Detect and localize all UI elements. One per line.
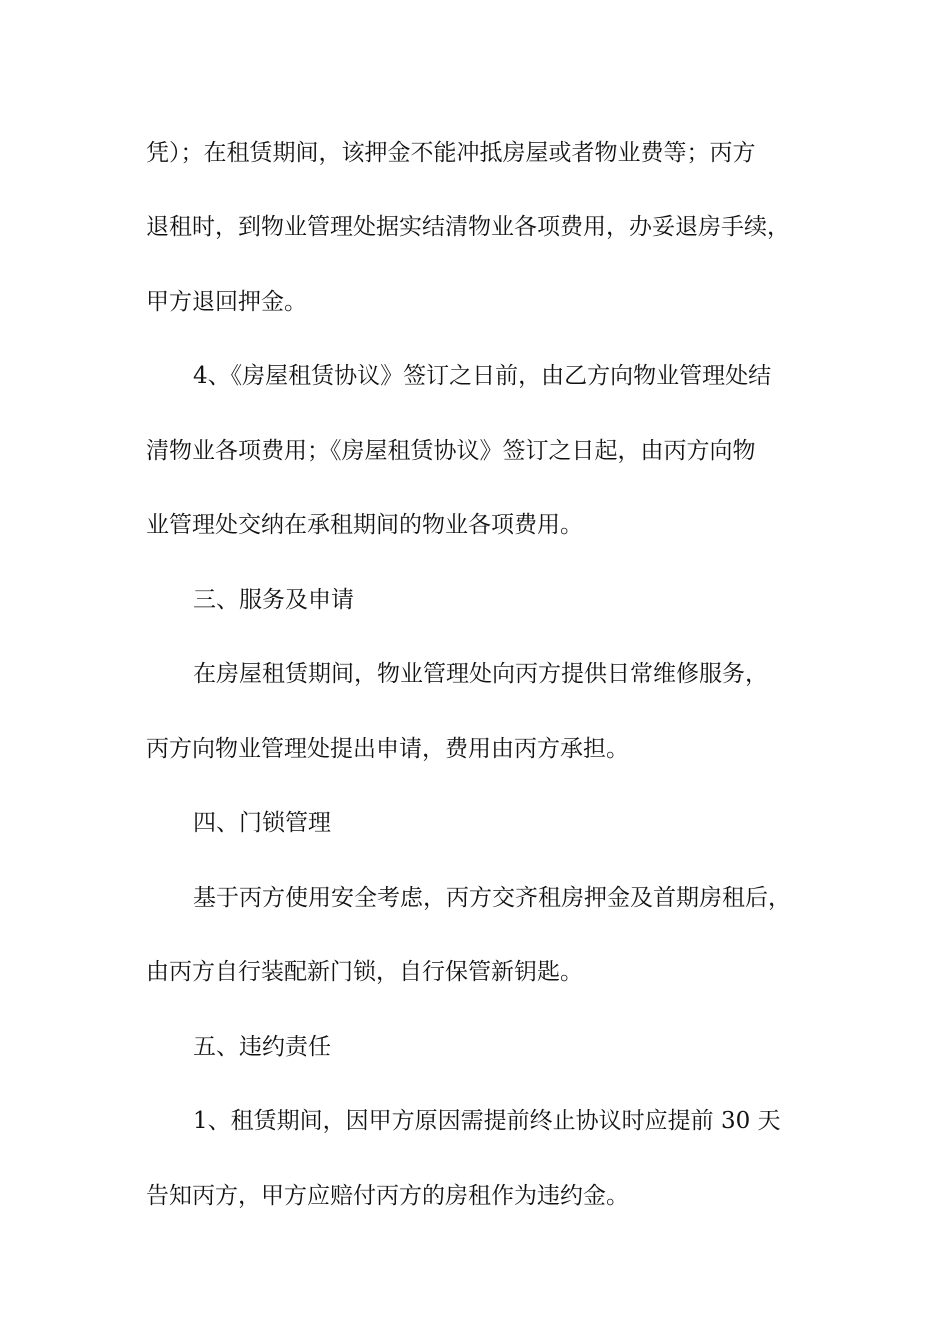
text-line: 告知丙方，甲方应赔付丙方的房租作为违约金。	[146, 1183, 629, 1209]
text-line: 甲方退回押金。	[146, 289, 307, 315]
text-line: 由丙方自行装配新门锁，自行保管新钥匙。	[146, 959, 583, 985]
text-line: 退租时，到物业管理处据实结清物业各项费用，办妥退房手续，	[146, 214, 790, 240]
text-line: 基于丙方使用安全考虑，丙方交齐租房押金及首期房租后，	[193, 885, 791, 911]
section-heading: 三、服务及申请	[193, 587, 354, 613]
text-line: 业管理处交纳在承租期间的物业各项费用。	[146, 512, 583, 538]
text-line: 丙方向物业管理处提出申请，费用由丙方承担。	[146, 736, 629, 762]
text-line: 4、《房屋租赁协议》签订之日前，由乙方向物业管理处结	[193, 363, 772, 389]
text-line: 在房屋租赁期间，物业管理处向丙方提供日常维修服务，	[193, 661, 768, 687]
section-heading: 四、门锁管理	[193, 810, 331, 836]
section-heading: 五、违约责任	[193, 1034, 331, 1060]
text-line: 1、租赁期间，因甲方原因需提前终止协议时应提前 30 天	[193, 1108, 781, 1134]
text-line: 清物业各项费用；《房屋租赁协议》签订之日起，由丙方向物	[146, 438, 756, 464]
text-line: 凭）；在租赁期间，该押金不能冲抵房屋或者物业费等；丙方	[146, 140, 756, 166]
